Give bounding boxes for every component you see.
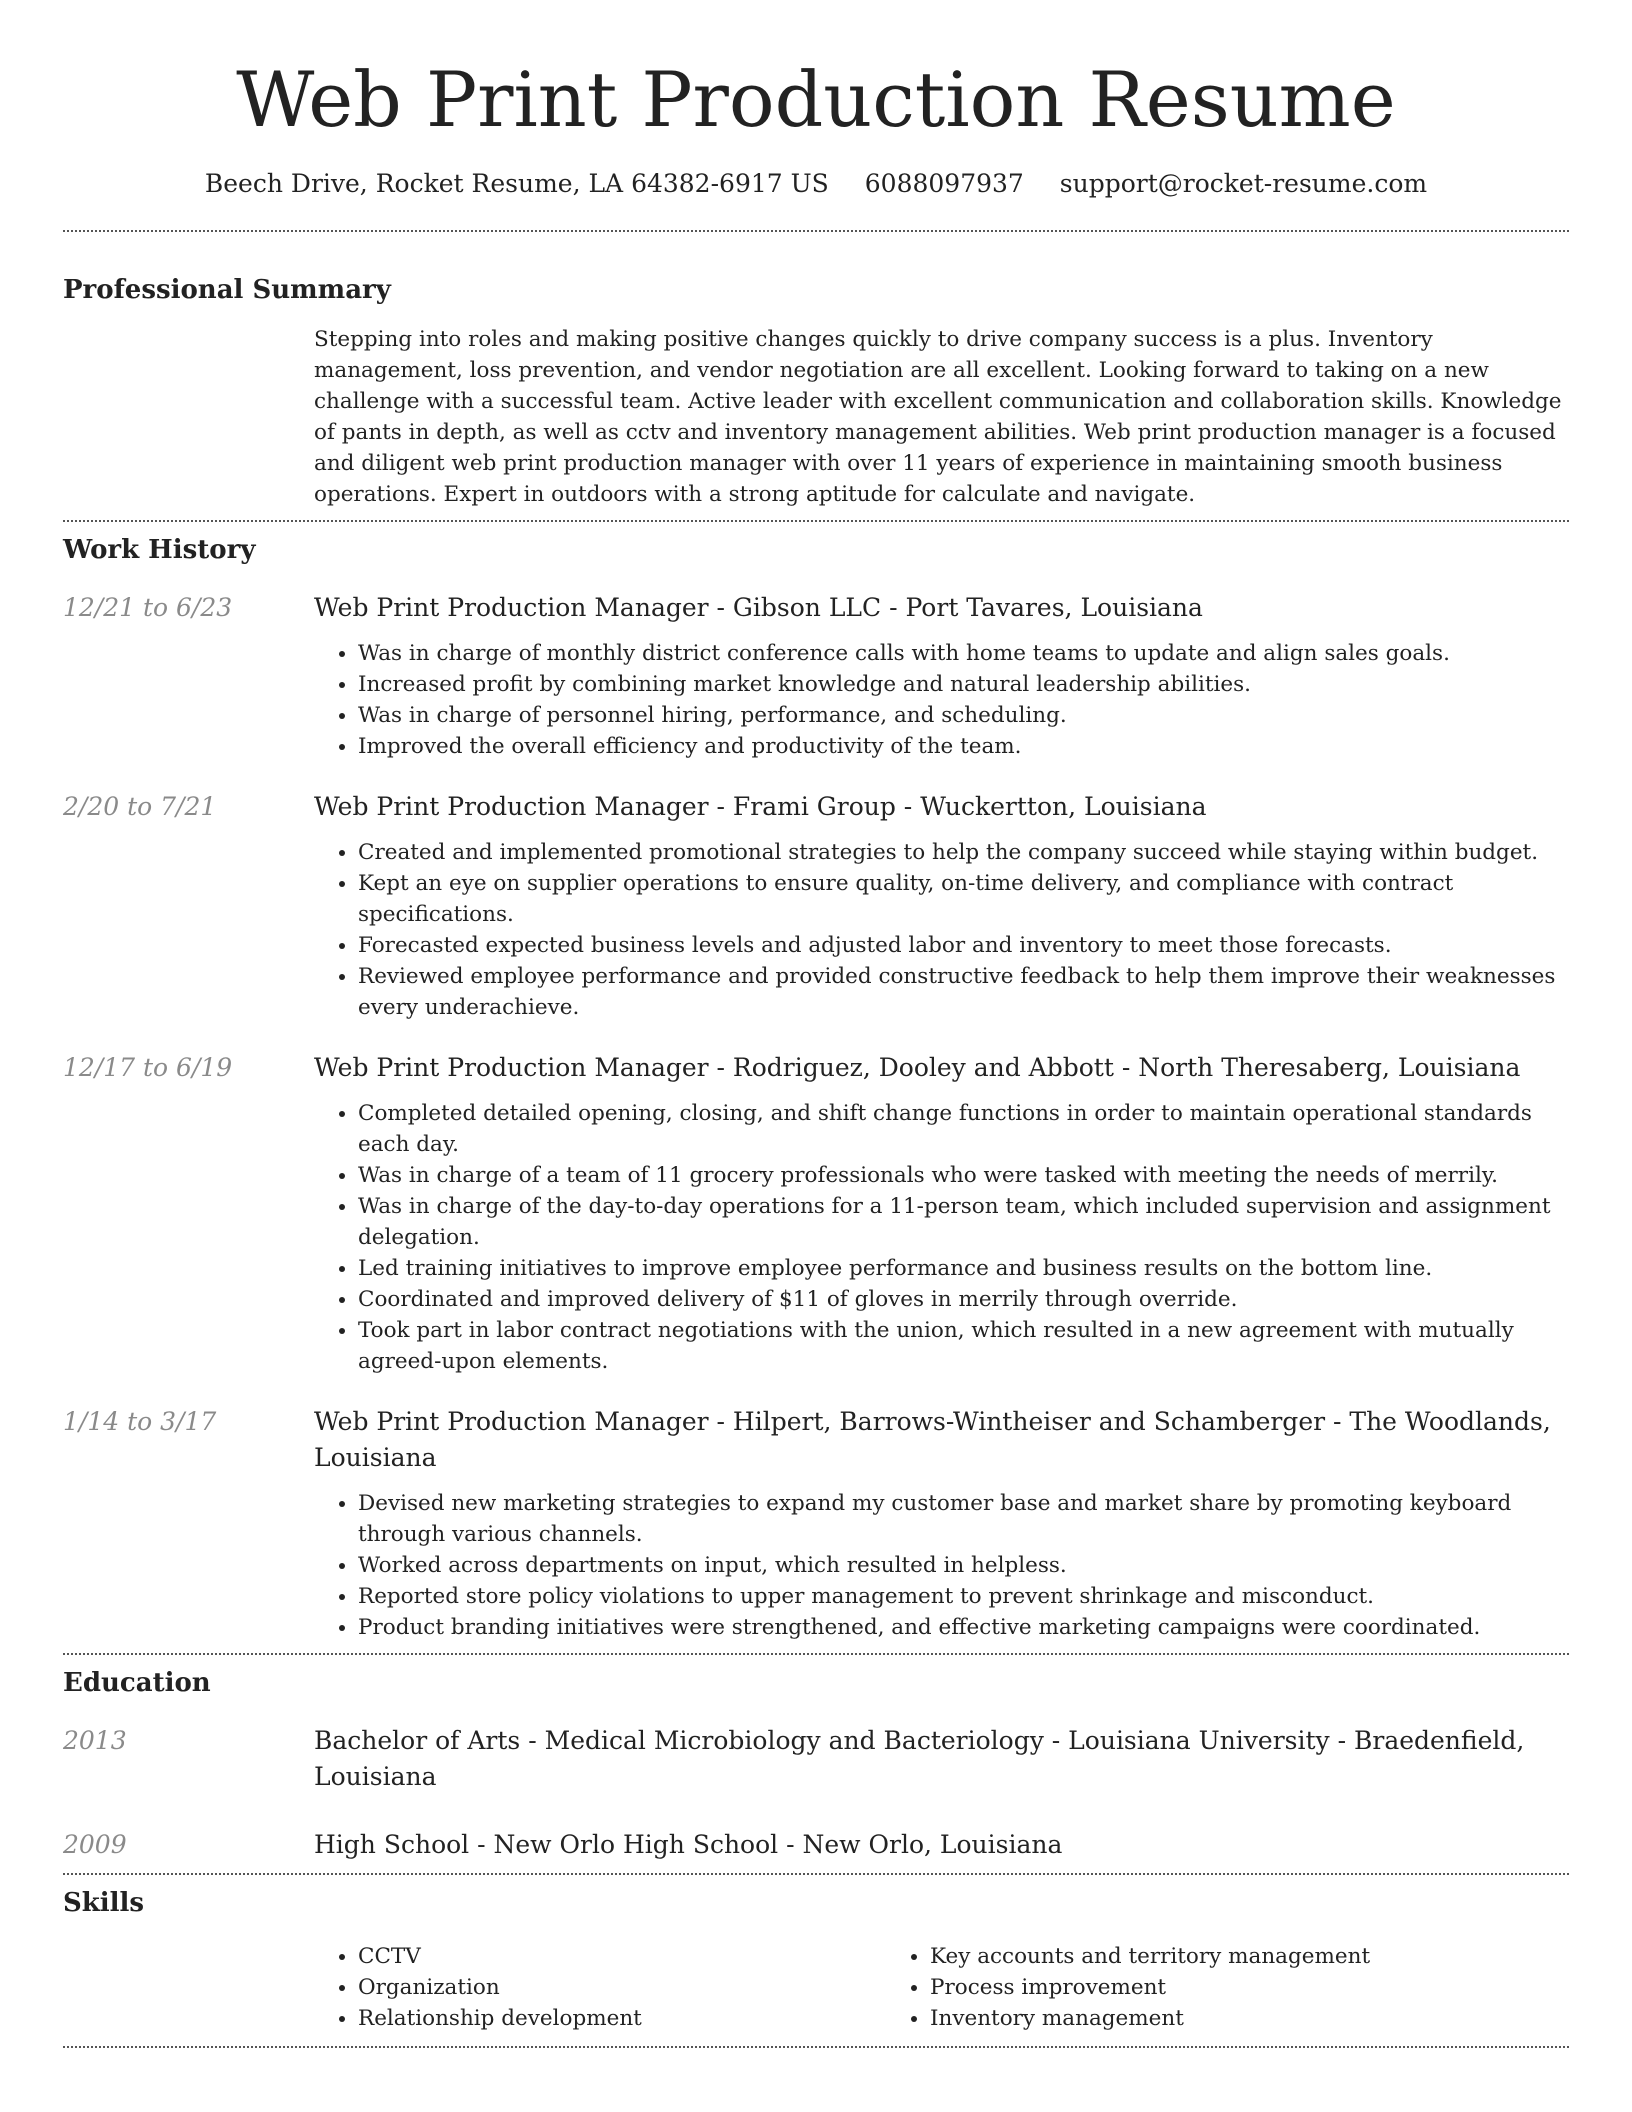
job-dates: 1/14 to 3/17 <box>63 1407 217 1436</box>
skill-item: • Organization <box>358 1972 886 2003</box>
section-title-work: Work History <box>63 535 256 565</box>
job-bullets <box>314 1098 1569 1377</box>
contact-line <box>63 166 1569 202</box>
job-bullets <box>314 638 1569 762</box>
job-bullet: • Product branding initiatives were strengthened, and effective marketing campaigns were coordinated. <box>358 1612 1569 1643</box>
skills-list-right <box>886 1941 1458 2034</box>
job-bullets <box>314 837 1569 1023</box>
job-bullet: • Forecasted expected business levels and adjusted labor and inventory to meet those forecasts. <box>358 930 1569 961</box>
job-bullet: • Devised new marketing strategies to expand my customer base and market share by promoting keyboard through various channels. <box>358 1488 1569 1550</box>
divider <box>63 2046 1569 2048</box>
job-bullet: • Created and implemented promotional strategies to help the company succeed while staying within budget. <box>358 837 1569 868</box>
contact-phone: 6088097937 <box>864 169 1024 198</box>
education-text: High School - New Orlo High School - New Orlo, Louisiana <box>314 1830 1063 1859</box>
section-title-skills: Skills <box>63 1888 145 1918</box>
contact-address: Beech Drive, Rocket Resume, LA 64382-6917 US <box>204 169 829 198</box>
job-bullets <box>314 1488 1569 1643</box>
work-history-section <box>63 522 1569 1643</box>
education-year: 2009 <box>63 1830 127 1859</box>
job-bullet: • Kept an eye on supplier operations to ensure quality, on-time delivery, and compliance with contract specifications. <box>358 868 1569 930</box>
job-bullet: • Reported store policy violations to upper management to prevent shrinkage and misconduct. <box>358 1581 1569 1612</box>
skill-item: • CCTV <box>358 1941 886 1972</box>
job-title: Web Print Production Manager - Hilpert, Barrows-Wintheiser and Schamberger - The Woodlands, Louisiana <box>314 1407 1551 1472</box>
job-bullet: • Worked across departments on input, which resulted in helpless. <box>358 1550 1569 1581</box>
job-dates: 12/17 to 6/19 <box>63 1053 233 1082</box>
section-title-summary: Professional Summary <box>63 275 391 305</box>
job-title: Web Print Production Manager - Gibson LLC - Port Tavares, Louisiana <box>314 593 1203 622</box>
job-entry <box>63 590 1569 762</box>
summary-text: Stepping into roles and making positive changes quickly to drive company success is a plus. Inventory management, loss prevention, and vendor negotiation are all excellent. Looking forward to taking on a new challenge with a successful team. Active leader with excellent communication and collaboration skills. Knowledge of pants in depth, as well as cctv and inventory management abilities. Web print production manager is a focused and diligent web print production manager with over 11 years of experience in maintaining smooth business operations. Expert in outdoors with a strong aptitude for calculate and navigate. <box>314 327 1562 507</box>
job-bullet: • Improved the overall efficiency and productivity of the team. <box>358 731 1569 762</box>
education-year: 2013 <box>63 1726 127 1755</box>
job-bullet: • Coordinated and improved delivery of $11 of gloves in merrily through override. <box>358 1284 1569 1315</box>
summary-section <box>63 232 1569 510</box>
job-bullet: • Took part in labor contract negotiations with the union, which resulted in a new agreement with mutually agreed-upon elements. <box>358 1315 1569 1377</box>
job-bullet: • Increased profit by combining market knowledge and natural leadership abilities. <box>358 669 1569 700</box>
job-bullet: • Was in charge of a team of 11 grocery professionals who were tasked with meeting the needs of merrily. <box>358 1160 1569 1191</box>
job-bullet: • Was in charge of personnel hiring, performance, and scheduling. <box>358 700 1569 731</box>
skill-item: • Inventory management <box>930 2003 1458 2034</box>
job-bullet: • Completed detailed opening, closing, and shift change functions in order to maintain operational standards each day. <box>358 1098 1569 1160</box>
skill-item: • Key accounts and territory management <box>930 1941 1458 1972</box>
contact-email: support@rocket-resume.com <box>1059 169 1428 198</box>
job-dates: 2/20 to 7/21 <box>63 792 217 821</box>
education-entry <box>63 1827 1569 1863</box>
skill-item: • Relationship development <box>358 2003 886 2034</box>
education-entry <box>63 1723 1569 1795</box>
job-entry <box>63 1404 1569 1643</box>
section-title-education: Education <box>63 1668 211 1698</box>
job-bullet: • Was in charge of the day-to-day operations for a 11-person team, which included supervision and assignment delegation. <box>358 1191 1569 1253</box>
education-section <box>63 1655 1569 1863</box>
job-bullet: • Reviewed employee performance and provided constructive feedback to help them improve their weaknesses every underachieve. <box>358 961 1569 1023</box>
skills-section <box>63 1875 1569 2034</box>
skill-item: • Process improvement <box>930 1972 1458 2003</box>
page-title: Web Print Production Resume <box>236 55 1396 144</box>
job-title: Web Print Production Manager - Rodriguez, Dooley and Abbott - North Theresaberg, Louisiana <box>314 1053 1521 1082</box>
job-bullet: • Was in charge of monthly district conference calls with home teams to update and align sales goals. <box>358 638 1569 669</box>
job-entry <box>63 789 1569 1023</box>
job-dates: 12/21 to 6/23 <box>63 593 233 622</box>
skills-list-left <box>314 1941 886 2034</box>
job-entry <box>63 1050 1569 1377</box>
job-title: Web Print Production Manager - Frami Group - Wuckertton, Louisiana <box>314 792 1207 821</box>
job-bullet: • Led training initiatives to improve employee performance and business results on the bottom line. <box>358 1253 1569 1284</box>
education-text: Bachelor of Arts - Medical Microbiology and Bacteriology - Louisiana University - Braedenfield, Louisiana <box>314 1726 1525 1791</box>
